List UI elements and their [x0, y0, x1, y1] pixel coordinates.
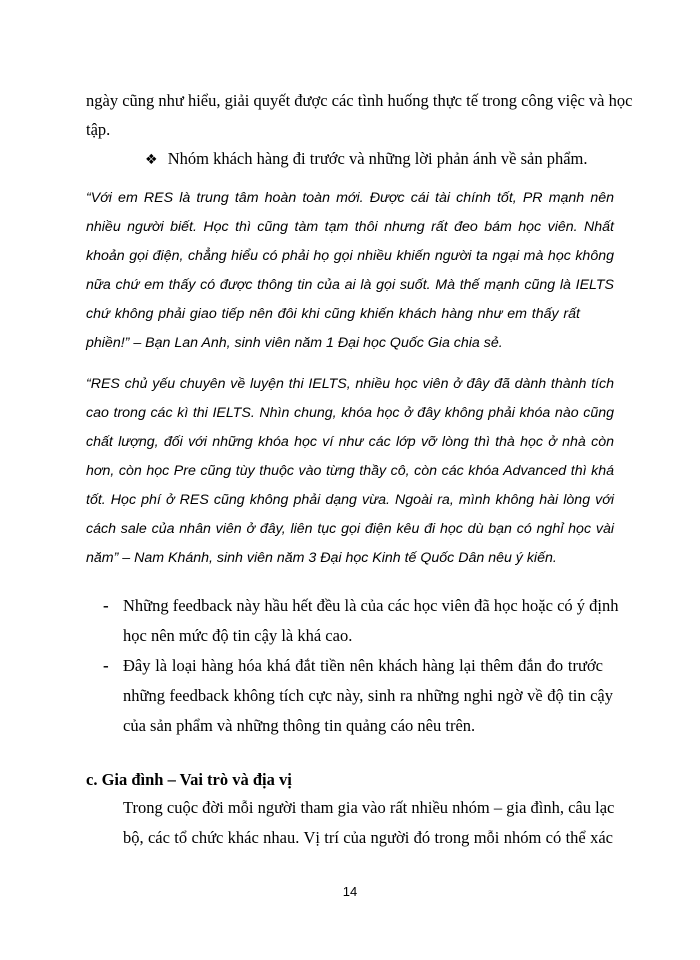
subsection-heading: c. Gia đình – Vai trò và địa vị	[86, 770, 292, 789]
quote1-line-5: chứ không phải giao tiếp nên đôi khi cũng khiến khách hàng như em thấy rất	[86, 306, 580, 322]
bullet-2-marker: -	[103, 656, 109, 675]
quote2-line-6: cách sale của nhân viên ở đây, liên tục gọi điện kêu đi học dù bạn có nghỉ học vài	[86, 521, 614, 537]
bullet-1-marker: -	[103, 596, 109, 615]
page-number: 14	[342, 884, 358, 899]
section-heading	[145, 149, 587, 170]
subsection-line-2: bộ, các tổ chức khác nhau. Vị trí của người đó trong mỗi nhóm có thể xác	[123, 828, 613, 847]
quote2-line-2: cao trong các kì thi IELTS. Nhìn chung, khóa học ở đây không phải khóa nào cũng	[86, 405, 614, 421]
intro-line-2: tập.	[86, 120, 111, 139]
diamond-bullet-icon: ❖	[145, 152, 158, 168]
bullet-1-line-1: Những feedback này hầu hết đều là của các học viên đã học hoặc có ý định	[123, 596, 619, 615]
bullet-2-line-3: của sản phẩm và những thông tin quảng cáo nêu trên.	[123, 716, 476, 735]
bullet-2-line-2: những feedback không tích cực này, sinh ra những nghi ngờ về độ tin cậy	[123, 686, 613, 705]
quote2-line-3: chất lượng, đối với những khóa học ví như các lớp vỡ lòng thì thà học ở nhà còn	[86, 434, 614, 450]
quote2-line-1: “RES chủ yếu chuyên về luyện thi IELTS, nhiều học viên ở đây đã dành thành tích	[86, 376, 614, 392]
bullet-2-line-1: Đây là loại hàng hóa khá đắt tiền nên khách hàng lại thêm đắn đo trước	[123, 656, 603, 675]
quote1-line-3: khoản gọi điện, chẳng hiểu có phải họ gọi nhiều khiến người ta ngại mà học không	[86, 248, 614, 264]
quote2-line-7: năm” – Nam Khánh, sinh viên năm 3 Đại học Kinh tế Quốc Dân nêu ý kiến.	[86, 550, 557, 566]
quote1-line-6: phiền!” – Bạn Lan Anh, sinh viên năm 1 Đại học Quốc Gia chia sẻ.	[86, 335, 503, 351]
section-heading-text: Nhóm khách hàng đi trước và những lời phản ánh về sản phẩm.	[167, 149, 588, 168]
quote2-line-4: hơn, còn học Pre cũng tùy thuộc vào từng thầy cô, còn các khóa Advanced thì khá	[86, 463, 614, 479]
quote1-line-2: nhiều người biết. Học thì cũng tàm tạm thôi nhưng rất đeo bám học viên. Nhất	[86, 219, 614, 235]
intro-line-1: ngày cũng như hiểu, giải quyết được các tình huống thực tế trong công việc và học	[86, 91, 633, 110]
quote1-line-1: “Với em RES là trung tâm hoàn toàn mới. Được cái tài chính tốt, PR mạnh nên	[86, 190, 614, 206]
subsection-line-1: Trong cuộc đời mỗi người tham gia vào rất nhiều nhóm – gia đình, câu lạc	[123, 798, 615, 817]
bullet-1-line-2: học nên mức độ tin cậy là khá cao.	[123, 626, 353, 645]
quote1-line-4: nữa chứ em thấy có được thông tin của ai là gọi suốt. Mà thế mạnh cũng là IELTS	[86, 277, 614, 293]
quote2-line-5: tốt. Học phí ở RES cũng không phải dạng vừa. Ngoài ra, mình không hài lòng với	[86, 492, 614, 508]
